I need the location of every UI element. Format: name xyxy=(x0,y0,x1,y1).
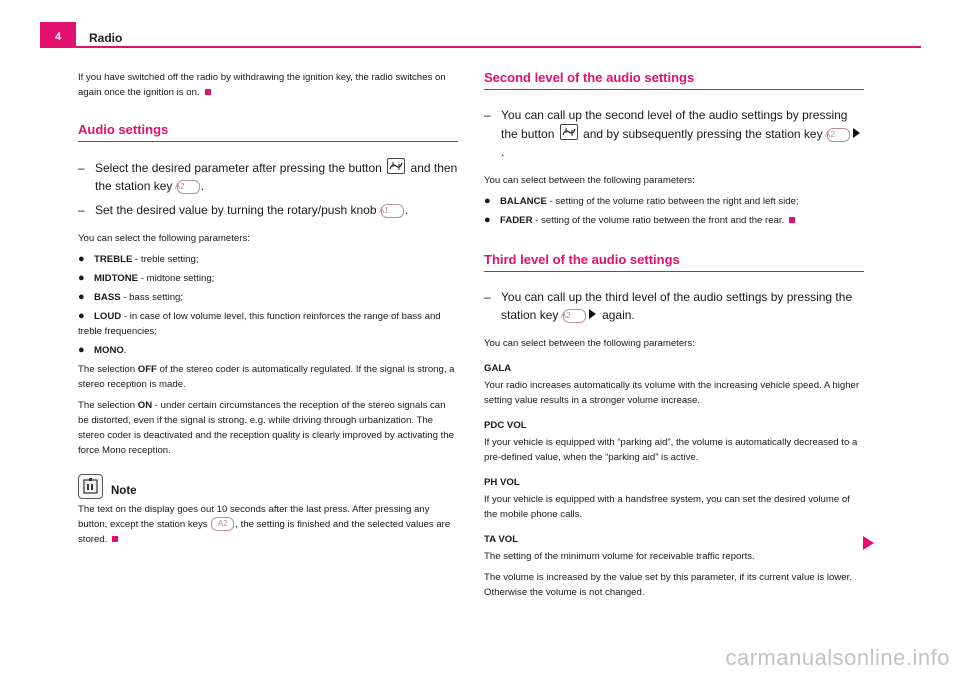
step-select-parameter: – Select the desired parameter after pressing the button and then the station key A2 . xyxy=(78,158,458,195)
intro-paragraph: If you have switched off the radio by withdrawing the ignition key, the radio switches on again once the ignition is on. xyxy=(78,72,446,98)
param-heading: PH VOL xyxy=(484,477,520,488)
continue-arrow-icon xyxy=(863,536,874,550)
watermark: carmanualsonline.info xyxy=(725,645,950,670)
on-paragraph: The selection ON - under certain circumstances the reception of the stereo signals can be distorted, even if the signal is strong. e.g. while driving through urbanization. The stereo coder is deactivated and the reception quality is clearly improved by activating the force Mono reception. xyxy=(78,400,454,456)
knob-ref: A1 xyxy=(381,204,404,218)
header-rule xyxy=(76,46,921,48)
param-heading: GALA xyxy=(484,363,512,374)
step-second-level: – You can call up the second level of the audio settings by pressing the button and by subsequently pressing the station key A2. xyxy=(484,106,864,161)
params-intro: You can select the following parameters: xyxy=(78,233,250,244)
off-paragraph: The selection OFF of the stereo coder is automatically regulated. If the signal is strong, a stereo reception is made. xyxy=(78,364,455,390)
list-item: ● BASS - bass setting; xyxy=(78,291,184,303)
section-title-third-level: Third level of the audio settings xyxy=(484,252,864,272)
second-params-intro: You can select between the following parameters: xyxy=(484,175,695,186)
sound-button-icon xyxy=(387,158,405,174)
volume-paragraph: The volume is increased by the value set by this parameter, if its current value is lower. Otherwise the volume is not changed. xyxy=(484,572,852,598)
list-item: ● MIDTONE - midtone setting; xyxy=(78,272,215,284)
param-heading: PDC VOL xyxy=(484,420,527,431)
list-item: ● TREBLE - treble setting; xyxy=(78,253,199,265)
note-text: The text on the display goes out 10 seconds after the last press. After pressing any button, except the station keys A2 , the setting is finished and the selected values are stored. xyxy=(78,504,451,545)
note-icon xyxy=(78,474,103,499)
section-end-mark xyxy=(112,536,118,542)
right-column xyxy=(484,70,864,606)
station-key-ref: A2 xyxy=(211,517,234,531)
param-text: Your radio increases automatically its volume with the increasing vehicle speed. A higher setting value results in a stronger volume increase. xyxy=(484,380,860,406)
list-item: ● FADER - setting of the volume ratio between the front and the rear. xyxy=(484,213,864,228)
section-title-audio-settings: Audio settings xyxy=(78,122,458,142)
note-title: Note xyxy=(111,485,137,497)
note-box xyxy=(78,474,458,547)
param-text: The setting of the minimum volume for receivable traffic reports. xyxy=(484,551,755,562)
note-header xyxy=(78,474,458,499)
section-title-second-level: Second level of the audio settings xyxy=(484,70,864,90)
third-params-intro: You can select between the following parameters: xyxy=(484,338,695,349)
station-key-ref: A2 xyxy=(563,309,586,323)
section-end-mark xyxy=(789,217,795,223)
right-arrow-icon xyxy=(589,309,596,319)
param-text: If your vehicle is equipped with “parking aid”, the volume is automatically decreased to a pre-defined value, when the “parking aid” is active. xyxy=(484,437,858,463)
left-column xyxy=(78,70,458,553)
station-key-ref: A2 xyxy=(177,180,200,194)
section-end-mark xyxy=(205,89,211,95)
right-arrow-icon xyxy=(853,128,860,138)
step-set-value: – Set the desired value by turning the rotary/push knob A1 . xyxy=(78,203,409,217)
page-title: Radio xyxy=(89,31,123,45)
station-key-ref: A2 xyxy=(827,128,850,142)
sound-button-icon xyxy=(560,124,578,140)
list-item: ● LOUD - in case of low volume level, this function reinforces the range of bass and treble frequencies; xyxy=(78,310,441,337)
list-item: ● MONO. xyxy=(78,344,127,356)
list-item: ● BALANCE - setting of the volume ratio between the right and left side; xyxy=(484,195,799,207)
step-third-level: – You can call up the third level of the audio settings by pressing the station key A2 again. xyxy=(484,290,853,322)
param-text: If your vehicle is equipped with a handsfree system, you can set the desired volume of the mobile phone calls. xyxy=(484,494,850,520)
page-number: 4 xyxy=(54,31,62,43)
param-heading: TA VOL xyxy=(484,534,519,545)
